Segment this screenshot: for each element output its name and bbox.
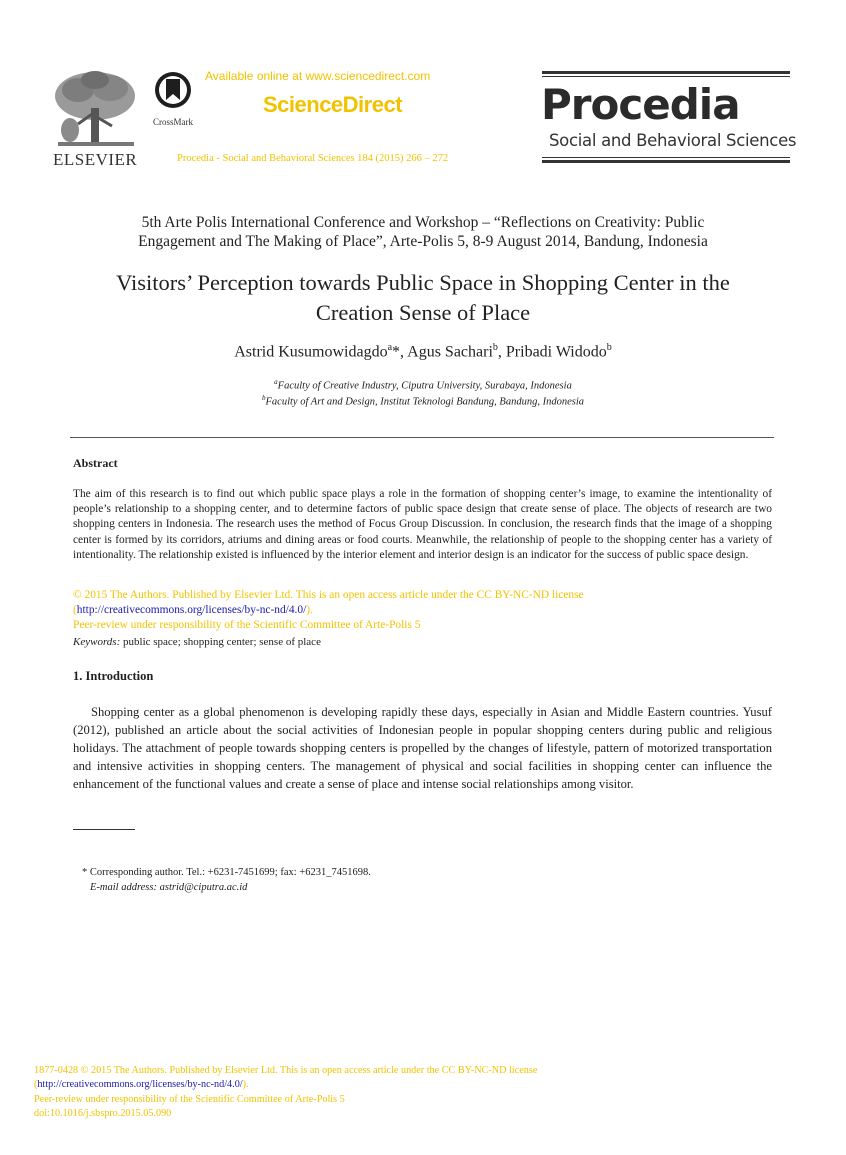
journal-reference: Procedia - Social and Behavioral Sciences 184 (2015) 266 – 272 — [177, 153, 449, 164]
abstract-heading: Abstract — [73, 456, 118, 470]
sciencedirect-wordmark: ScienceDirect — [263, 92, 403, 117]
author-name: Agus Sachari — [407, 343, 493, 361]
publisher-wordmark: ELSEVIER — [53, 150, 138, 169]
crossmark-icon — [153, 70, 193, 110]
title-line: Visitors’ Perception towards Public Space in Shopping Center in the — [116, 270, 730, 295]
paper-title — [40, 268, 806, 328]
author-separator: , — [497, 343, 506, 361]
keywords-list: public space; shopping center; sense of place — [120, 636, 321, 648]
affiliation-marker: a — [274, 378, 278, 386]
affiliation-text: Faculty of Creative Industry, Ciputra University, Surabaya, Indonesia — [277, 380, 572, 392]
footnote-rule — [73, 829, 135, 830]
author-list — [60, 342, 786, 361]
abstract-text: The aim of this research is to find out which public space plays a role in the formation of shopping center’s image, to examine the intentionality of people’s relationship to a shopping center, and to determine factors of public space design that create sense of place. The objects of research are two shopping centers in Indonesia. The research uses the method of Focus Group Discussion. In conclusion, the research finds that the image of a shopping center is formed by its corridors, atriums and dining areas or food courts. Meanwhile, the relationship of people to the shopping center has a variety of intentionality. The relationship existed is influenced by the interior element and interior design is an indicator for the success of public space design. — [73, 488, 772, 561]
affiliation-marker: b — [262, 394, 266, 402]
affiliation-marker: b — [492, 342, 498, 353]
corresponding-marker: *, — [392, 343, 408, 361]
footer-doi[interactable]: doi:10.1016/j.sbspro.2015.05.090 — [34, 1108, 172, 1120]
header-rule — [542, 157, 790, 158]
paren: ( — [73, 604, 77, 616]
journal-subtitle: Social and Behavioral Sciences — [549, 131, 797, 150]
conference-line: Engagement and The Making of Place”, Arte-Polis 5, 8-9 August 2014, Bandung, Indonesia — [138, 233, 708, 250]
page-footer — [34, 1064, 794, 1122]
crossmark-badge[interactable] — [148, 70, 198, 128]
section-divider — [70, 437, 774, 438]
keywords-label: Keywords: — [73, 636, 121, 648]
peer-review-text: Peer-review under responsibility of the Scientific Committee of Arte-Polis 5 — [73, 619, 421, 631]
author-email: E-mail address: astrid@ciputra.ac.id — [90, 882, 248, 893]
section-heading: 1. Introduction — [73, 669, 154, 683]
paren: ( — [34, 1079, 38, 1091]
license-link[interactable]: http://creativecommons.org/licenses/by-nc-nd/4.0/ — [76, 604, 307, 616]
footer-license: 1877-0428 © 2015 The Authors. Published by Elsevier Ltd. This is an open access article under the CC BY-NC-ND license — [34, 1065, 538, 1076]
corresponding-author: * Corresponding author. Tel.: +6231-7451699; fax: +6231_7451698. — [82, 867, 371, 878]
crossmark-label: CrossMark — [153, 117, 193, 127]
title-line: Creation Sense of Place — [315, 300, 531, 325]
author-name: Astrid Kusumowidagdo — [234, 343, 388, 361]
license-text: © 2015 The Authors. Published by Elsevier Ltd. This is an open access article under the CC BY-NC-ND license — [73, 589, 584, 601]
affiliation-marker: b — [606, 342, 612, 353]
header-rule — [542, 160, 790, 163]
open-access-notice — [73, 588, 773, 633]
keywords — [73, 636, 321, 648]
header-rule — [542, 71, 790, 74]
paren: ). — [242, 1079, 249, 1091]
author-name: Pribadi Widodo — [505, 343, 607, 361]
header-rule — [542, 76, 790, 77]
footer-license-link[interactable]: http://creativecommons.org/licenses/by-nc-nd/4.0/ — [37, 1079, 243, 1091]
affiliation-text: Faculty of Art and Design, Institut Teknologi Bandung, Bandung, Indonesia — [265, 396, 584, 408]
available-online-link[interactable]: Available online at www.sciencedirect.com — [205, 69, 431, 83]
affiliation — [60, 378, 786, 392]
affiliation — [60, 394, 786, 408]
journal-title: Procedia — [541, 80, 740, 129]
paren: ). — [306, 604, 313, 616]
conference-line: 5th Arte Polis International Conference and Workshop – “Reflections on Creativity: Public — [141, 214, 705, 231]
footer-peer-review: Peer-review under responsibility of the Scientific Committee of Arte-Polis 5 — [34, 1093, 345, 1105]
conference-info — [60, 213, 786, 251]
introduction-text: Shopping center as a global phenomenon is developing rapidly these days, especially in Asian and Middle Eastern countries. Yusuf (2012), published an article about the social activities of Indonesian people in popular shopping centers during public and religious holidays. The attachment of people towards shopping centers is propelled by the changes of lifestyle, pattern of motorized transportation and intensive activities in shopping centers. The management of physical and social facilities in shopping center can influence the enhancement of the functional values and create a sense of place and intense social relationships among visitor. — [73, 705, 772, 791]
affiliation-marker: a — [387, 342, 393, 353]
